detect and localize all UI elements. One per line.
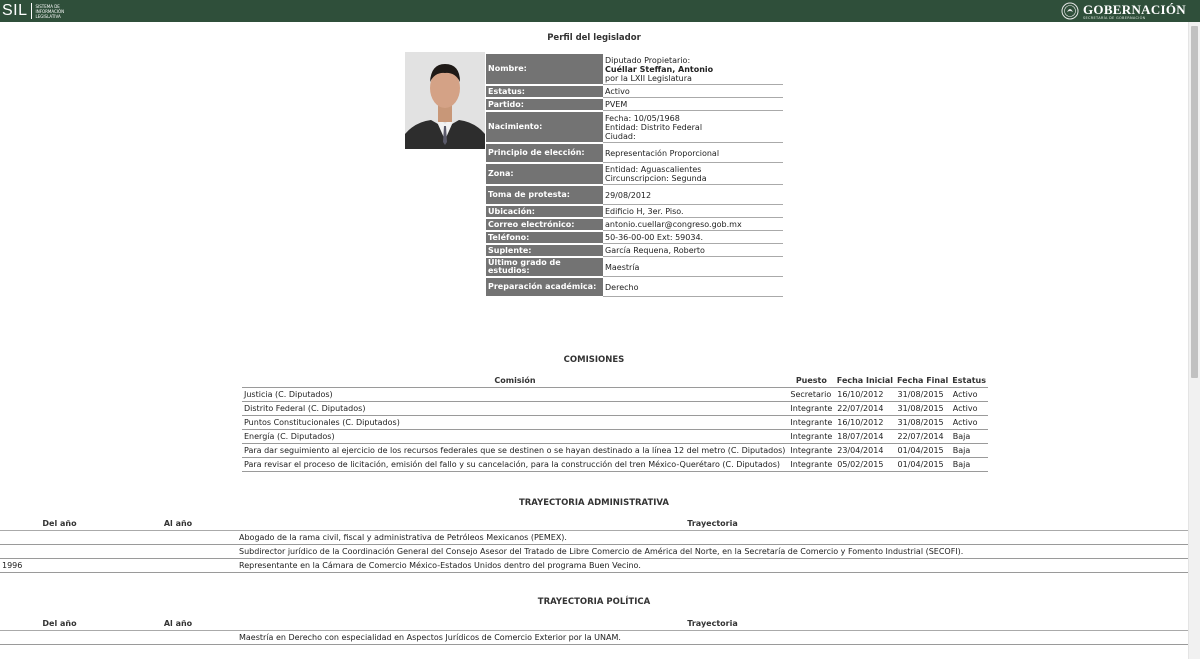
column-header-puesto: Puesto	[788, 374, 835, 388]
sil-logo-letters: SIL	[2, 2, 28, 19]
table-row	[242, 388, 988, 402]
column-header-del-ano: Del año	[0, 517, 119, 531]
estatus-cell: Activo	[950, 402, 988, 416]
fecha-final-cell: 31/08/2015	[895, 416, 950, 430]
table-row	[242, 444, 988, 458]
comision-cell: Energía (C. Diputados)	[242, 430, 788, 444]
profile-value-line: Activo	[605, 87, 630, 96]
fecha-inicial-cell: 16/10/2012	[835, 416, 895, 430]
profile-row	[486, 99, 783, 111]
legislator-photo	[405, 52, 485, 149]
profile-value-line: Derecho	[605, 282, 639, 292]
table-row	[242, 458, 988, 472]
profile-value-line: Entidad: Aguascalientes	[605, 165, 702, 174]
table-row	[242, 402, 988, 416]
fecha-final-cell: 31/08/2015	[895, 402, 950, 416]
al-ano-cell	[119, 559, 237, 573]
profile-field-value	[603, 258, 783, 277]
fecha-inicial-cell: 18/07/2014	[835, 430, 895, 444]
legislator-portrait-image	[405, 52, 485, 149]
comision-cell: Para revisar el proceso de licitación, emisión del fallo y su cancelación, para la construcción del tren México-Querétaro (C. Diputados)	[242, 458, 788, 472]
del-ano-cell: 1996	[0, 559, 119, 573]
column-header-trayectoria: Trayectoria	[237, 517, 1188, 531]
column-header-fecha-final: Fecha Final	[895, 374, 950, 388]
sil-logo-subtitle: SISTEMA DE INFORMACIÓN LEGISLATIVA	[35, 3, 65, 19]
estatus-cell: Activo	[950, 388, 988, 402]
profile-value-line: Ciudad:	[605, 131, 636, 141]
profile-field-label: Partido:	[486, 99, 603, 111]
puesto-cell: Integrante	[788, 402, 835, 416]
column-header-al-ano: Al año	[119, 517, 237, 531]
comisiones-title: COMISIONES	[563, 355, 625, 365]
profile-field-value	[603, 186, 783, 205]
table-header-row	[242, 374, 988, 388]
profile-row	[486, 258, 783, 277]
puesto-cell: Secretario	[788, 388, 835, 402]
column-header-estatus: Estatus	[950, 374, 988, 388]
profile-value-line: 50-36-00-00 Ext: 59034.	[605, 233, 704, 242]
table-header-row	[0, 617, 1188, 631]
profile-field-label: Preparación académica:	[486, 278, 603, 297]
comision-cell: Puntos Constitucionales (C. Diputados)	[242, 416, 788, 430]
column-header-del-ano: Del año	[0, 617, 119, 631]
fecha-inicial-cell: 16/10/2012	[835, 388, 895, 402]
table-header-row	[0, 517, 1188, 531]
table-row	[0, 559, 1188, 573]
fecha-final-cell: 22/07/2014	[895, 430, 950, 444]
al-ano-cell	[119, 631, 237, 645]
del-ano-cell	[0, 545, 119, 559]
fecha-final-cell: 01/04/2015	[895, 458, 950, 472]
profile-field-value	[603, 219, 783, 231]
profile-row	[486, 144, 783, 163]
estatus-cell: Baja	[950, 458, 988, 472]
puesto-cell: Integrante	[788, 416, 835, 430]
fecha-inicial-cell: 05/02/2015	[835, 458, 895, 472]
trayectoria-cell: Subdirector jurídico de la Coordinación General del Consejo Asesor del Tratado de Libre Comercio de América del Norte, en la Secretaría de Comercio y Fomento Industrial (SECOFI).	[237, 545, 1188, 559]
profile-field-label: Teléfono:	[486, 232, 603, 244]
profile-field-label: Suplente:	[486, 245, 603, 257]
column-header-comision: Comisión	[242, 374, 788, 388]
fecha-inicial-cell: 23/04/2014	[835, 444, 895, 458]
comisiones-table	[242, 374, 988, 472]
profile-field-value	[603, 164, 783, 185]
comision-cell: Justicia (C. Diputados)	[242, 388, 788, 402]
profile-value-line: Diputado Propietario:	[605, 55, 691, 65]
profile-field-label: Último grado de estudios:	[486, 258, 603, 277]
profile-row	[486, 164, 783, 185]
profile-row	[486, 245, 783, 257]
profile-field-value	[603, 232, 783, 244]
trayectoria-politica-table	[0, 617, 1188, 645]
profile-title: Perfil del legislador	[547, 33, 641, 43]
profile-value-line: Fecha: 10/05/1968	[605, 113, 680, 123]
del-ano-cell	[0, 631, 119, 645]
profile-value-line: Cuéllar Steffan, Antonio	[605, 64, 714, 74]
profile-field-value	[603, 86, 783, 98]
profile-value-line: antonio.cuellar@congreso.gob.mx	[605, 220, 742, 229]
profile-row	[486, 278, 783, 297]
trayectoria-cell: Representante en la Cámara de Comercio México-Estados Unidos dentro del programa Buen Vecino.	[237, 559, 1188, 573]
puesto-cell: Integrante	[788, 444, 835, 458]
comision-cell: Para dar seguimiento al ejercicio de los recursos federales que se destinen o se hayan destinado a la línea 12 del metro (C. Diputados)	[242, 444, 788, 458]
column-header-trayectoria: Trayectoria	[237, 617, 1188, 631]
fecha-final-cell: 01/04/2015	[895, 444, 950, 458]
gobernacion-subtitle: SECRETARÍA DE GOBERNACIÓN	[1083, 15, 1146, 20]
profile-value-line: García Requena, Roberto	[605, 246, 705, 255]
puesto-cell: Integrante	[788, 430, 835, 444]
sil-logo[interactable]	[2, 1, 70, 21]
gobernacion-title: GOBERNACIÓN	[1083, 1, 1186, 17]
profile-value-line: Circunscripcion: Segunda	[605, 174, 707, 183]
profile-row	[486, 206, 783, 218]
profile-field-value	[603, 54, 783, 85]
profile-value-line: PVEM	[605, 100, 628, 109]
profile-value-line: por la LXII Legislatura	[605, 73, 692, 83]
comision-cell: Distrito Federal (C. Diputados)	[242, 402, 788, 416]
trayectoria-cell: Maestría en Derecho con especialidad en Aspectos Jurídicos de Comercio Exterior por la UNAM.	[237, 631, 1188, 645]
profile-field-value	[603, 206, 783, 218]
profile-table	[486, 53, 783, 298]
puesto-cell: Integrante	[788, 458, 835, 472]
table-row	[242, 430, 988, 444]
profile-field-label: Zona:	[486, 164, 603, 185]
profile-field-label: Ubicación:	[486, 206, 603, 218]
table-row	[0, 531, 1188, 545]
profile-row	[486, 112, 783, 143]
eagle-emblem-icon	[1061, 2, 1079, 20]
table-row	[0, 545, 1188, 559]
profile-field-label: Principio de elección:	[486, 144, 603, 163]
profile-row	[486, 219, 783, 231]
profile-field-label: Toma de protesta:	[486, 186, 603, 205]
del-ano-cell	[0, 531, 119, 545]
table-row	[0, 631, 1188, 645]
profile-value-line: Maestría	[605, 262, 640, 272]
trayectoria-administrativa-title: TRAYECTORIA ADMINISTRATIVA	[518, 498, 670, 508]
profile-field-label: Estatus:	[486, 86, 603, 98]
estatus-cell: Activo	[950, 416, 988, 430]
trayectoria-cell: Abogado de la rama civil, fiscal y administrativa de Petróleos Mexicanos (PEMEX).	[237, 531, 1188, 545]
al-ano-cell	[119, 545, 237, 559]
profile-field-value	[603, 278, 783, 297]
profile-row	[486, 54, 783, 85]
fecha-final-cell: 31/08/2015	[895, 388, 950, 402]
table-row	[242, 416, 988, 430]
fecha-inicial-cell: 22/07/2014	[835, 402, 895, 416]
vertical-scrollbar[interactable]	[1188, 22, 1200, 659]
profile-row	[486, 186, 783, 205]
estatus-cell: Baja	[950, 444, 988, 458]
top-bar	[0, 0, 1200, 22]
profile-field-label: Nacimiento:	[486, 112, 603, 143]
profile-value-line: 29/08/2012	[605, 190, 652, 200]
al-ano-cell	[119, 531, 237, 545]
scrollbar-thumb[interactable]	[1191, 26, 1198, 378]
profile-field-value	[603, 245, 783, 257]
estatus-cell: Baja	[950, 430, 988, 444]
profile-field-value	[603, 144, 783, 163]
profile-row	[486, 86, 783, 98]
trayectoria-administrativa-table	[0, 517, 1188, 573]
profile-value-line: Representación Proporcional	[605, 148, 720, 158]
profile-field-label: Correo electrónico:	[486, 219, 603, 231]
gobernacion-logo[interactable]	[1061, 2, 1186, 20]
profile-field-value	[603, 112, 783, 143]
profile-field-label: Nombre:	[486, 54, 603, 85]
profile-field-value	[603, 99, 783, 111]
logo-divider	[31, 3, 32, 19]
trayectoria-politica-title: TRAYECTORIA POLÍTICA	[537, 597, 651, 607]
column-header-fecha-inicial: Fecha Inicial	[835, 374, 895, 388]
profile-value-line: Edificio H, 3er. Piso.	[605, 207, 684, 216]
profile-value-line: Entidad: Distrito Federal	[605, 122, 703, 132]
profile-row	[486, 232, 783, 244]
column-header-al-ano: Al año	[119, 617, 237, 631]
